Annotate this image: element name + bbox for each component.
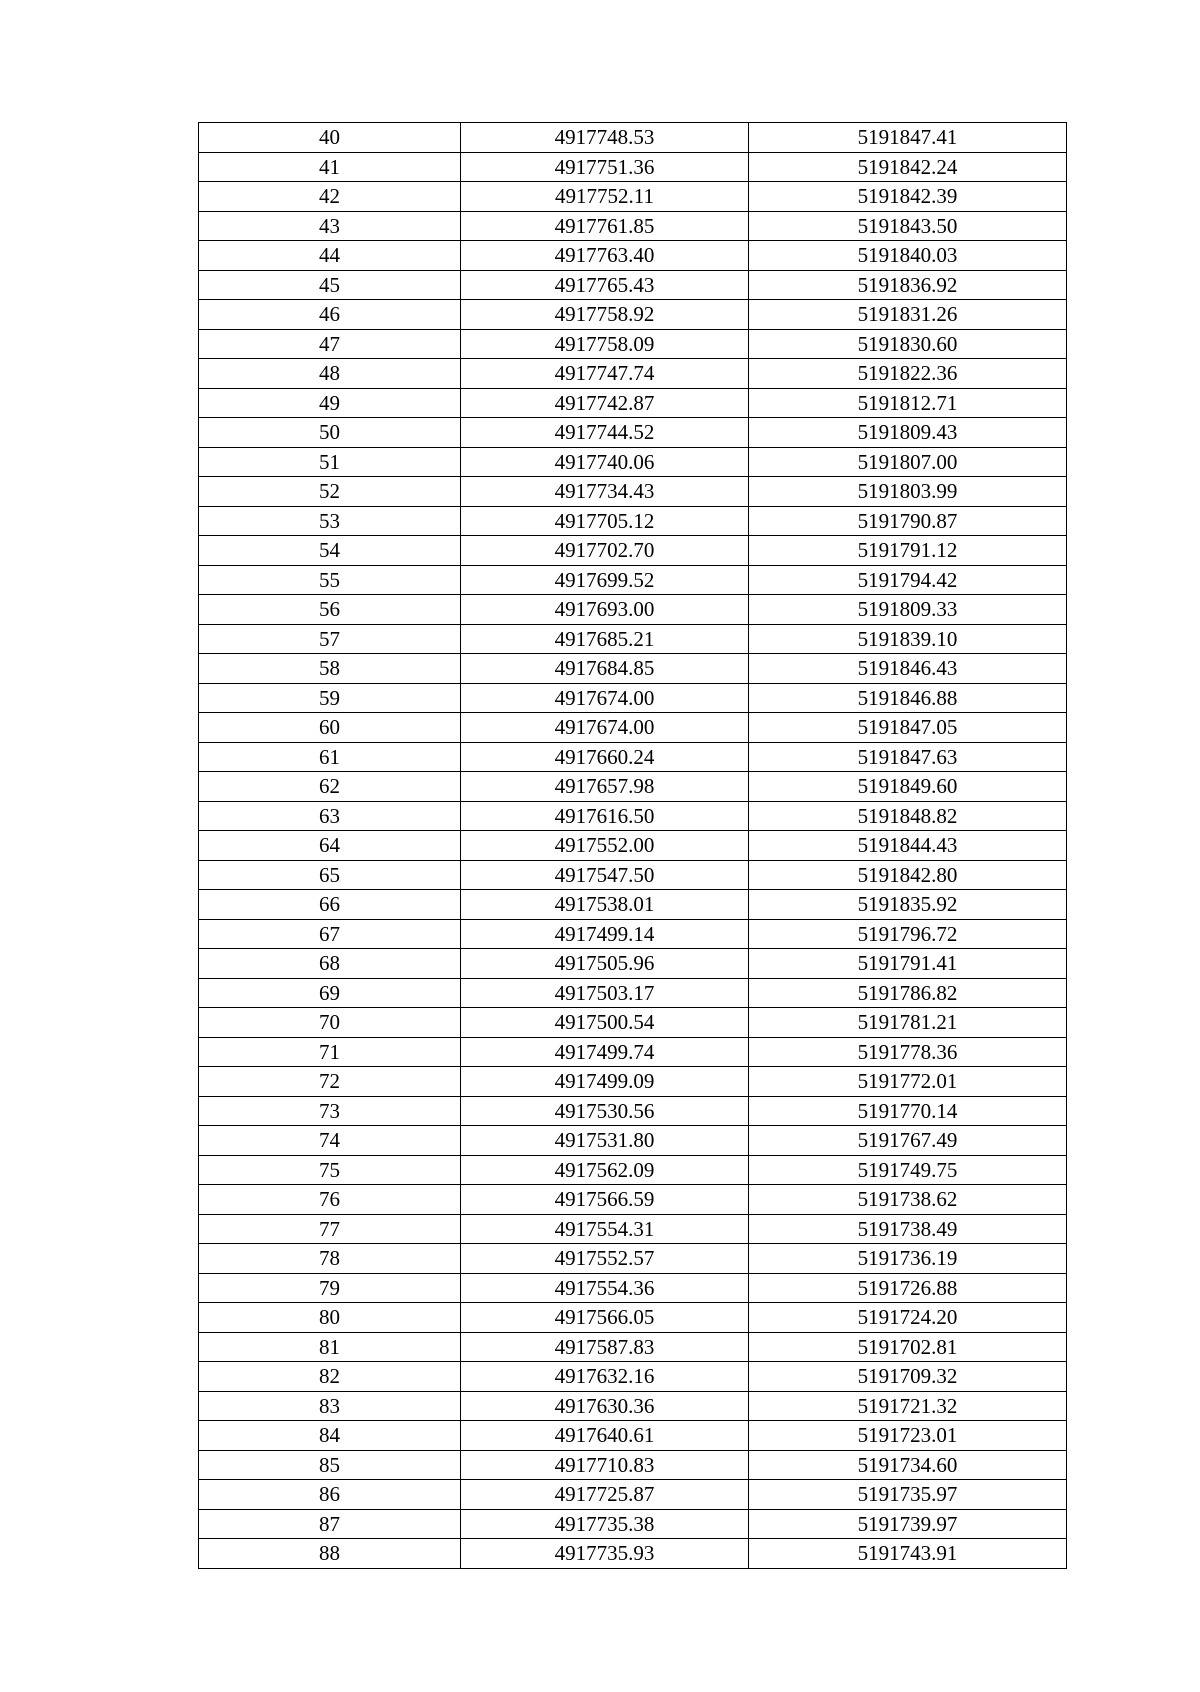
x-coordinate-cell: 4917505.96 — [461, 949, 749, 979]
x-coordinate-cell: 4917500.54 — [461, 1008, 749, 1038]
point-number-cell: 53 — [199, 506, 461, 536]
x-coordinate-cell: 4917566.05 — [461, 1303, 749, 1333]
point-number-cell: 52 — [199, 477, 461, 507]
y-coordinate-cell: 5191840.03 — [749, 241, 1067, 271]
point-number-cell: 71 — [199, 1037, 461, 1067]
y-coordinate-cell: 5191809.43 — [749, 418, 1067, 448]
table-row — [199, 801, 1067, 831]
y-coordinate-cell: 5191803.99 — [749, 477, 1067, 507]
table-row — [199, 1185, 1067, 1215]
table-row — [199, 1273, 1067, 1303]
x-coordinate-cell: 4917699.52 — [461, 565, 749, 595]
table-row — [199, 1244, 1067, 1274]
x-coordinate-cell: 4917758.92 — [461, 300, 749, 330]
x-coordinate-cell: 4917752.11 — [461, 182, 749, 212]
x-coordinate-cell: 4917765.43 — [461, 270, 749, 300]
point-number-cell: 72 — [199, 1067, 461, 1097]
x-coordinate-cell: 4917748.53 — [461, 123, 749, 153]
point-number-cell: 55 — [199, 565, 461, 595]
point-number-cell: 62 — [199, 772, 461, 802]
table-row — [199, 506, 1067, 536]
point-number-cell: 41 — [199, 152, 461, 182]
y-coordinate-cell: 5191734.60 — [749, 1450, 1067, 1480]
x-coordinate-cell: 4917503.17 — [461, 978, 749, 1008]
point-number-cell: 80 — [199, 1303, 461, 1333]
table-row — [199, 1126, 1067, 1156]
y-coordinate-cell: 5191831.26 — [749, 300, 1067, 330]
table-row — [199, 1450, 1067, 1480]
x-coordinate-cell: 4917734.43 — [461, 477, 749, 507]
x-coordinate-cell: 4917632.16 — [461, 1362, 749, 1392]
table-row — [199, 1008, 1067, 1038]
point-number-cell: 66 — [199, 890, 461, 920]
x-coordinate-cell: 4917499.14 — [461, 919, 749, 949]
x-coordinate-cell: 4917566.59 — [461, 1185, 749, 1215]
table-row — [199, 860, 1067, 890]
x-coordinate-cell: 4917740.06 — [461, 447, 749, 477]
point-number-cell: 61 — [199, 742, 461, 772]
point-number-cell: 88 — [199, 1539, 461, 1569]
y-coordinate-cell: 5191772.01 — [749, 1067, 1067, 1097]
table-row — [199, 1480, 1067, 1510]
table-row — [199, 742, 1067, 772]
x-coordinate-cell: 4917674.00 — [461, 683, 749, 713]
table-row — [199, 919, 1067, 949]
point-number-cell: 44 — [199, 241, 461, 271]
x-coordinate-cell: 4917702.70 — [461, 536, 749, 566]
x-coordinate-cell: 4917747.74 — [461, 359, 749, 389]
point-number-cell: 46 — [199, 300, 461, 330]
y-coordinate-cell: 5191781.21 — [749, 1008, 1067, 1038]
x-coordinate-cell: 4917693.00 — [461, 595, 749, 625]
y-coordinate-cell: 5191749.75 — [749, 1155, 1067, 1185]
table-row — [199, 683, 1067, 713]
point-number-cell: 73 — [199, 1096, 461, 1126]
x-coordinate-cell: 4917758.09 — [461, 329, 749, 359]
x-coordinate-cell: 4917725.87 — [461, 1480, 749, 1510]
table-row — [199, 1303, 1067, 1333]
table-row — [199, 624, 1067, 654]
y-coordinate-cell: 5191709.32 — [749, 1362, 1067, 1392]
x-coordinate-cell: 4917587.83 — [461, 1332, 749, 1362]
table-row — [199, 1421, 1067, 1451]
table-row — [199, 1332, 1067, 1362]
x-coordinate-cell: 4917763.40 — [461, 241, 749, 271]
point-number-cell: 82 — [199, 1362, 461, 1392]
point-number-cell: 42 — [199, 182, 461, 212]
point-number-cell: 74 — [199, 1126, 461, 1156]
coordinates-table-body — [199, 123, 1067, 1569]
point-number-cell: 40 — [199, 123, 461, 153]
point-number-cell: 60 — [199, 713, 461, 743]
table-row — [199, 536, 1067, 566]
x-coordinate-cell: 4917684.85 — [461, 654, 749, 684]
table-row — [199, 388, 1067, 418]
y-coordinate-cell: 5191796.72 — [749, 919, 1067, 949]
table-row — [199, 1096, 1067, 1126]
x-coordinate-cell: 4917705.12 — [461, 506, 749, 536]
point-number-cell: 43 — [199, 211, 461, 241]
table-row — [199, 477, 1067, 507]
x-coordinate-cell: 4917685.21 — [461, 624, 749, 654]
table-row — [199, 359, 1067, 389]
table-row — [199, 890, 1067, 920]
y-coordinate-cell: 5191846.43 — [749, 654, 1067, 684]
point-number-cell: 51 — [199, 447, 461, 477]
y-coordinate-cell: 5191738.62 — [749, 1185, 1067, 1215]
point-number-cell: 50 — [199, 418, 461, 448]
point-number-cell: 81 — [199, 1332, 461, 1362]
point-number-cell: 47 — [199, 329, 461, 359]
x-coordinate-cell: 4917674.00 — [461, 713, 749, 743]
y-coordinate-cell: 5191739.97 — [749, 1509, 1067, 1539]
table-row — [199, 418, 1067, 448]
point-number-cell: 54 — [199, 536, 461, 566]
table-row — [199, 1155, 1067, 1185]
y-coordinate-cell: 5191847.41 — [749, 123, 1067, 153]
point-number-cell: 56 — [199, 595, 461, 625]
table-row — [199, 270, 1067, 300]
table-row — [199, 1539, 1067, 1569]
y-coordinate-cell: 5191849.60 — [749, 772, 1067, 802]
point-number-cell: 78 — [199, 1244, 461, 1274]
x-coordinate-cell: 4917552.57 — [461, 1244, 749, 1274]
y-coordinate-cell: 5191835.92 — [749, 890, 1067, 920]
y-coordinate-cell: 5191822.36 — [749, 359, 1067, 389]
point-number-cell: 65 — [199, 860, 461, 890]
point-number-cell: 49 — [199, 388, 461, 418]
y-coordinate-cell: 5191839.10 — [749, 624, 1067, 654]
y-coordinate-cell: 5191836.92 — [749, 270, 1067, 300]
x-coordinate-cell: 4917562.09 — [461, 1155, 749, 1185]
table-row — [199, 182, 1067, 212]
x-coordinate-cell: 4917531.80 — [461, 1126, 749, 1156]
y-coordinate-cell: 5191791.12 — [749, 536, 1067, 566]
point-number-cell: 83 — [199, 1391, 461, 1421]
y-coordinate-cell: 5191724.20 — [749, 1303, 1067, 1333]
y-coordinate-cell: 5191723.01 — [749, 1421, 1067, 1451]
table-row — [199, 978, 1067, 1008]
x-coordinate-cell: 4917735.38 — [461, 1509, 749, 1539]
point-number-cell: 85 — [199, 1450, 461, 1480]
x-coordinate-cell: 4917616.50 — [461, 801, 749, 831]
point-number-cell: 59 — [199, 683, 461, 713]
x-coordinate-cell: 4917761.85 — [461, 211, 749, 241]
x-coordinate-cell: 4917538.01 — [461, 890, 749, 920]
x-coordinate-cell: 4917547.50 — [461, 860, 749, 890]
x-coordinate-cell: 4917640.61 — [461, 1421, 749, 1451]
table-row — [199, 713, 1067, 743]
table-row — [199, 1037, 1067, 1067]
point-number-cell: 76 — [199, 1185, 461, 1215]
point-number-cell: 64 — [199, 831, 461, 861]
y-coordinate-cell: 5191847.05 — [749, 713, 1067, 743]
table-row — [199, 152, 1067, 182]
point-number-cell: 63 — [199, 801, 461, 831]
x-coordinate-cell: 4917735.93 — [461, 1539, 749, 1569]
x-coordinate-cell: 4917554.31 — [461, 1214, 749, 1244]
x-coordinate-cell: 4917657.98 — [461, 772, 749, 802]
x-coordinate-cell: 4917630.36 — [461, 1391, 749, 1421]
y-coordinate-cell: 5191767.49 — [749, 1126, 1067, 1156]
y-coordinate-cell: 5191786.82 — [749, 978, 1067, 1008]
y-coordinate-cell: 5191735.97 — [749, 1480, 1067, 1510]
y-coordinate-cell: 5191770.14 — [749, 1096, 1067, 1126]
table-row — [199, 565, 1067, 595]
x-coordinate-cell: 4917552.00 — [461, 831, 749, 861]
point-number-cell: 67 — [199, 919, 461, 949]
y-coordinate-cell: 5191847.63 — [749, 742, 1067, 772]
table-row — [199, 949, 1067, 979]
y-coordinate-cell: 5191721.32 — [749, 1391, 1067, 1421]
y-coordinate-cell: 5191726.88 — [749, 1273, 1067, 1303]
y-coordinate-cell: 5191794.42 — [749, 565, 1067, 595]
x-coordinate-cell: 4917742.87 — [461, 388, 749, 418]
table-row — [199, 211, 1067, 241]
x-coordinate-cell: 4917710.83 — [461, 1450, 749, 1480]
table-row — [199, 1214, 1067, 1244]
table-row — [199, 772, 1067, 802]
point-number-cell: 75 — [199, 1155, 461, 1185]
x-coordinate-cell: 4917744.52 — [461, 418, 749, 448]
x-coordinate-cell: 4917530.56 — [461, 1096, 749, 1126]
table-row — [199, 1509, 1067, 1539]
y-coordinate-cell: 5191790.87 — [749, 506, 1067, 536]
point-number-cell: 84 — [199, 1421, 461, 1451]
y-coordinate-cell: 5191842.24 — [749, 152, 1067, 182]
y-coordinate-cell: 5191844.43 — [749, 831, 1067, 861]
point-number-cell: 86 — [199, 1480, 461, 1510]
y-coordinate-cell: 5191743.91 — [749, 1539, 1067, 1569]
table-row — [199, 329, 1067, 359]
table-row — [199, 831, 1067, 861]
point-number-cell: 69 — [199, 978, 461, 1008]
x-coordinate-cell: 4917554.36 — [461, 1273, 749, 1303]
y-coordinate-cell: 5191778.36 — [749, 1037, 1067, 1067]
y-coordinate-cell: 5191846.88 — [749, 683, 1067, 713]
point-number-cell: 48 — [199, 359, 461, 389]
y-coordinate-cell: 5191809.33 — [749, 595, 1067, 625]
x-coordinate-cell: 4917751.36 — [461, 152, 749, 182]
point-number-cell: 70 — [199, 1008, 461, 1038]
point-number-cell: 87 — [199, 1509, 461, 1539]
table-row — [199, 447, 1067, 477]
x-coordinate-cell: 4917660.24 — [461, 742, 749, 772]
y-coordinate-cell: 5191830.60 — [749, 329, 1067, 359]
table-row — [199, 654, 1067, 684]
point-number-cell: 79 — [199, 1273, 461, 1303]
point-number-cell: 68 — [199, 949, 461, 979]
y-coordinate-cell: 5191702.81 — [749, 1332, 1067, 1362]
point-number-cell: 45 — [199, 270, 461, 300]
table-row — [199, 1362, 1067, 1392]
y-coordinate-cell: 5191791.41 — [749, 949, 1067, 979]
y-coordinate-cell: 5191812.71 — [749, 388, 1067, 418]
y-coordinate-cell: 5191848.82 — [749, 801, 1067, 831]
x-coordinate-cell: 4917499.09 — [461, 1067, 749, 1097]
y-coordinate-cell: 5191842.39 — [749, 182, 1067, 212]
x-coordinate-cell: 4917499.74 — [461, 1037, 749, 1067]
y-coordinate-cell: 5191842.80 — [749, 860, 1067, 890]
table-row — [199, 123, 1067, 153]
point-number-cell: 58 — [199, 654, 461, 684]
table-row — [199, 1067, 1067, 1097]
point-number-cell: 57 — [199, 624, 461, 654]
table-row — [199, 1391, 1067, 1421]
y-coordinate-cell: 5191736.19 — [749, 1244, 1067, 1274]
table-row — [199, 300, 1067, 330]
y-coordinate-cell: 5191843.50 — [749, 211, 1067, 241]
y-coordinate-cell: 5191807.00 — [749, 447, 1067, 477]
table-row — [199, 595, 1067, 625]
point-number-cell: 77 — [199, 1214, 461, 1244]
y-coordinate-cell: 5191738.49 — [749, 1214, 1067, 1244]
coordinates-table — [198, 122, 1067, 1569]
table-row — [199, 241, 1067, 271]
